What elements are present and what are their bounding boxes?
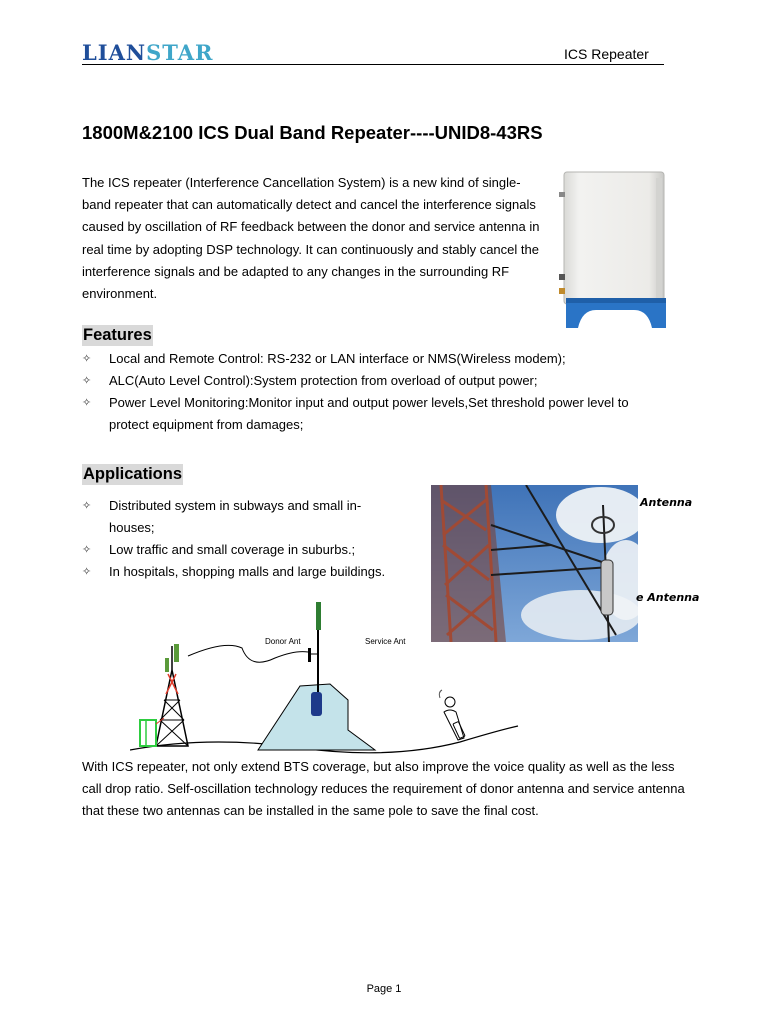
coverage-diagram (130, 600, 530, 756)
header-rule (82, 64, 664, 65)
mobile-user-icon (439, 690, 465, 740)
list-item (82, 348, 662, 370)
list-item (82, 539, 402, 561)
repeater-unit-icon (311, 692, 322, 716)
intro-paragraph: The ICS repeater (Interference Cancellation System) is a new kind of single-band repeater that can automatically detect and cancel the interference signals caused by oscillation of RF feedback between the donor and service antenna in real time by adopting DSP technology. It can continuously and stably cancel the interference signals and be adapted to any changes in the surrounding RF environment. (82, 175, 540, 302)
bullet-icon: ✧ (82, 500, 92, 512)
bullet-icon: ✧ (82, 397, 92, 409)
bts-cabinet-icon (140, 720, 156, 746)
donor-ant-label: Donor Ant (265, 637, 301, 646)
bullet-icon: ✧ (82, 544, 92, 556)
bts-tower-icon (156, 644, 188, 746)
logo-text-star: STAR (146, 40, 214, 65)
application-text: In hospitals, shopping malls and large buildings. (109, 564, 386, 579)
feature-text: Power Level Monitoring:Monitor input and output power levels,Set threshold power level to protect equipment from damages; (109, 395, 629, 432)
service-ant-label: Service Ant (365, 637, 406, 646)
list-item (82, 370, 662, 392)
bullet-icon: ✧ (82, 353, 92, 365)
applications-heading: Applications (83, 465, 183, 483)
service-antenna-icon (316, 602, 321, 630)
page-title: 1800M&2100 ICS Dual Band Repeater----UNID8-43RS (82, 122, 543, 143)
page-number: Page 1 (366, 983, 402, 995)
bullet-icon: ✧ (82, 566, 92, 578)
antenna-label-top: Antenna (640, 496, 693, 509)
list-item (82, 392, 662, 436)
bullet-icon: ✧ (82, 375, 92, 387)
list-item (82, 561, 402, 583)
logo-text-lian: LIAN (82, 40, 147, 65)
company-logo (82, 40, 213, 65)
repeater-product-image (556, 170, 668, 328)
application-text: Low traffic and small coverage in suburbs.; (109, 542, 356, 557)
feature-text: ALC(Auto Level Control):System protection from overload of output power; (109, 373, 538, 388)
applications-list (82, 495, 402, 583)
features-list (82, 348, 662, 436)
feature-text: Local and Remote Control: RS-232 or LAN interface or NMS(Wireless modem); (109, 351, 566, 366)
link-cable (188, 645, 308, 662)
donor-antenna-icon (308, 648, 311, 662)
closing-paragraph: With ICS repeater, not only extend BTS coverage, but also improve the voice quality as well as the less call drop ratio. Self-oscillation technology reduces the requirement of donor antenna and service antenna that these two antennas can be installed in the same pole to save the final cost. (82, 759, 685, 818)
list-item (82, 495, 402, 539)
antenna-label-bottom: e Antenna (636, 591, 700, 604)
application-text: Distributed system in subways and small in-houses; (109, 498, 362, 535)
features-heading: Features (83, 326, 152, 344)
header-section-title: ICS Repeater (564, 46, 649, 62)
